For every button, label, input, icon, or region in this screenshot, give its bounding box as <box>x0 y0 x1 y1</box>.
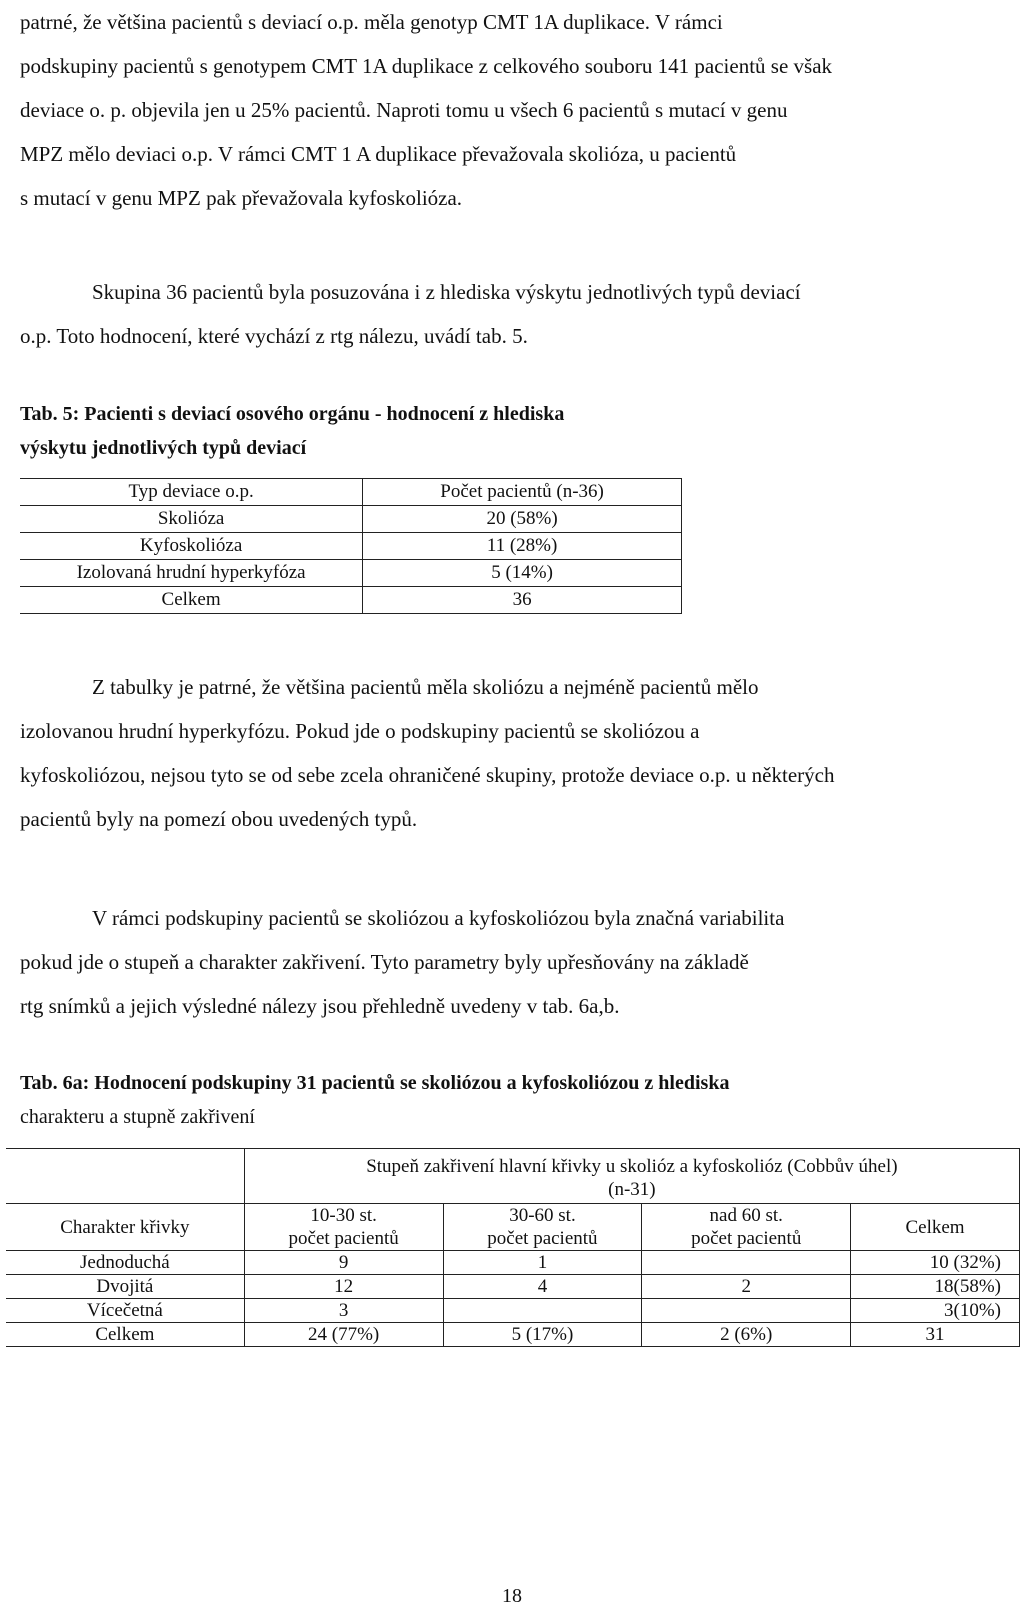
paragraph-1 <box>20 0 1014 220</box>
col-header-line: počet pacientů <box>487 1228 598 1249</box>
table-row <box>6 1299 1020 1323</box>
table-row <box>6 1251 1020 1275</box>
col-header-line: počet pacientů <box>288 1228 399 1249</box>
table-header-cell <box>244 1204 443 1251</box>
table-cell: Vícečetná <box>6 1299 244 1323</box>
table-6a <box>6 1148 1020 1347</box>
table-cell: 2 (6%) <box>642 1323 851 1347</box>
table-header-cell <box>642 1204 851 1251</box>
text-line: o.p. Toto hodnocení, které vychází z rtg nálezu, uvádí tab. 5. <box>20 324 528 348</box>
group-header-text: Stupeň zakřivení hlavní křivky u skolióz a kyfoskolióz (Cobbův úhel) <box>366 1156 898 1177</box>
table-cell <box>443 1299 642 1323</box>
table-5-caption <box>20 397 1014 465</box>
text-line: s mutací v genu MPZ pak převažovala kyfoskolióza. <box>20 186 463 210</box>
text-line: pacientů byly na pomezí obou uvedených typů. <box>20 807 418 831</box>
paragraph-2 <box>20 270 1014 358</box>
table-header-cell <box>6 1149 244 1204</box>
table-cell: Kyfoskolióza <box>20 533 363 560</box>
table-cell: Dvojitá <box>6 1275 244 1299</box>
table-cell: 36 <box>363 587 682 614</box>
caption-line: výskytu jednotlivých typů deviací <box>20 437 307 459</box>
caption-line: Tab. 5: Pacienti s deviací osového orgánu - hodnocení z hlediska <box>20 403 565 425</box>
table-cell: 9 <box>244 1251 443 1275</box>
table-cell: Celkem <box>20 587 363 614</box>
table-cell: 5 (17%) <box>443 1323 642 1347</box>
paragraph-4 <box>20 896 1014 1028</box>
text-line: Z tabulky je patrné, že většina pacientů měla skoliózu a nejméně pacientů mělo <box>92 675 759 699</box>
table-header-row <box>6 1204 1020 1251</box>
text-line: MPZ mělo deviaci o.p. V rámci CMT 1 A duplikace převažovala skolióza, u pacientů <box>20 142 737 166</box>
text-line: rtg snímků a jejich výsledné nálezy jsou přehledně uvedeny v tab. 6a,b. <box>20 994 620 1018</box>
page-number: 18 <box>502 1585 522 1607</box>
table-cell: 20 (58%) <box>363 506 682 533</box>
table-6a-caption <box>20 1066 1014 1134</box>
table-cell: 31 <box>851 1323 1020 1347</box>
table-cell: 11 (28%) <box>363 533 682 560</box>
table-header-row <box>6 1149 1020 1202</box>
table-row <box>20 506 682 533</box>
text-line: Skupina 36 pacientů byla posuzována i z hlediska výskytu jednotlivých typů deviací <box>92 280 801 304</box>
table-5 <box>20 478 682 614</box>
table-row <box>20 587 682 614</box>
text-line: izolovanou hrudní hyperkyfózu. Pokud jde o podskupiny pacientů se skoliózou a <box>20 719 700 743</box>
table-cell <box>642 1299 851 1323</box>
table-cell: 4 <box>443 1275 642 1299</box>
table-cell: 2 <box>642 1275 851 1299</box>
table-cell: Skolióza <box>20 506 363 533</box>
table-header-cell: Celkem <box>851 1204 1020 1251</box>
caption-line: charakteru a stupně zakřivení <box>20 1106 255 1128</box>
table-header-cell: Počet pacientů (n-36) <box>363 479 682 506</box>
paragraph-3 <box>20 665 1014 841</box>
table-row <box>20 560 682 587</box>
group-header-sub: (n-31) <box>608 1179 656 1200</box>
table-cell: 3 <box>244 1299 443 1323</box>
col-header-line: počet pacientů <box>691 1228 802 1249</box>
text-line: V rámci podskupiny pacientů se skoliózou a kyfoskoliózou byla značná variabilita <box>92 906 785 930</box>
table-cell: 24 (77%) <box>244 1323 443 1347</box>
text-line: podskupiny pacientů s genotypem CMT 1A duplikace z celkového souboru 141 pacientů se však <box>20 54 833 78</box>
table-cell: 5 (14%) <box>363 560 682 587</box>
text-line: kyfoskoliózou, nejsou tyto se od sebe zcela ohraničené skupiny, protože deviace o.p. u některých <box>20 763 835 787</box>
caption-line: Tab. 6a: Hodnocení podskupiny 31 pacientů se skoliózou a kyfoskoliózou z hlediska <box>20 1072 730 1094</box>
table-row <box>6 1275 1020 1299</box>
table-header-cell <box>443 1204 642 1251</box>
table-row <box>6 1323 1020 1347</box>
table-cell: 12 <box>244 1275 443 1299</box>
table-cell: 1 <box>443 1251 642 1275</box>
col-header-line: 10-30 st. <box>310 1205 377 1226</box>
table-cell: 18(58%) <box>851 1275 1020 1299</box>
table-group-header <box>244 1149 1019 1202</box>
table-cell: 3(10%) <box>851 1299 1020 1323</box>
col-header-line: nad 60 st. <box>709 1205 783 1226</box>
col-header-line: 30-60 st. <box>509 1205 576 1226</box>
text-line: patrné, že většina pacientů s deviací o.p. měla genotyp CMT 1A duplikace. V rámci <box>20 10 723 34</box>
table-header-cell: Charakter křivky <box>6 1204 244 1251</box>
table-header-row <box>20 479 682 506</box>
table-cell: Izolovaná hrudní hyperkyfóza <box>20 560 363 587</box>
table-cell <box>642 1251 851 1275</box>
table-cell: Jednoduchá <box>6 1251 244 1275</box>
text-line: pokud jde o stupeň a charakter zakřivení. Tyto parametry byly upřesňovány na základě <box>20 950 749 974</box>
text-line: deviace o. p. objevila jen u 25% pacientů. Naproti tomu u všech 6 pacientů s mutací v genu <box>20 98 788 122</box>
table-cell: Celkem <box>6 1323 244 1347</box>
table-header-cell: Typ deviace o.p. <box>20 479 363 506</box>
table-row <box>20 533 682 560</box>
table-cell: 10 (32%) <box>851 1251 1020 1275</box>
